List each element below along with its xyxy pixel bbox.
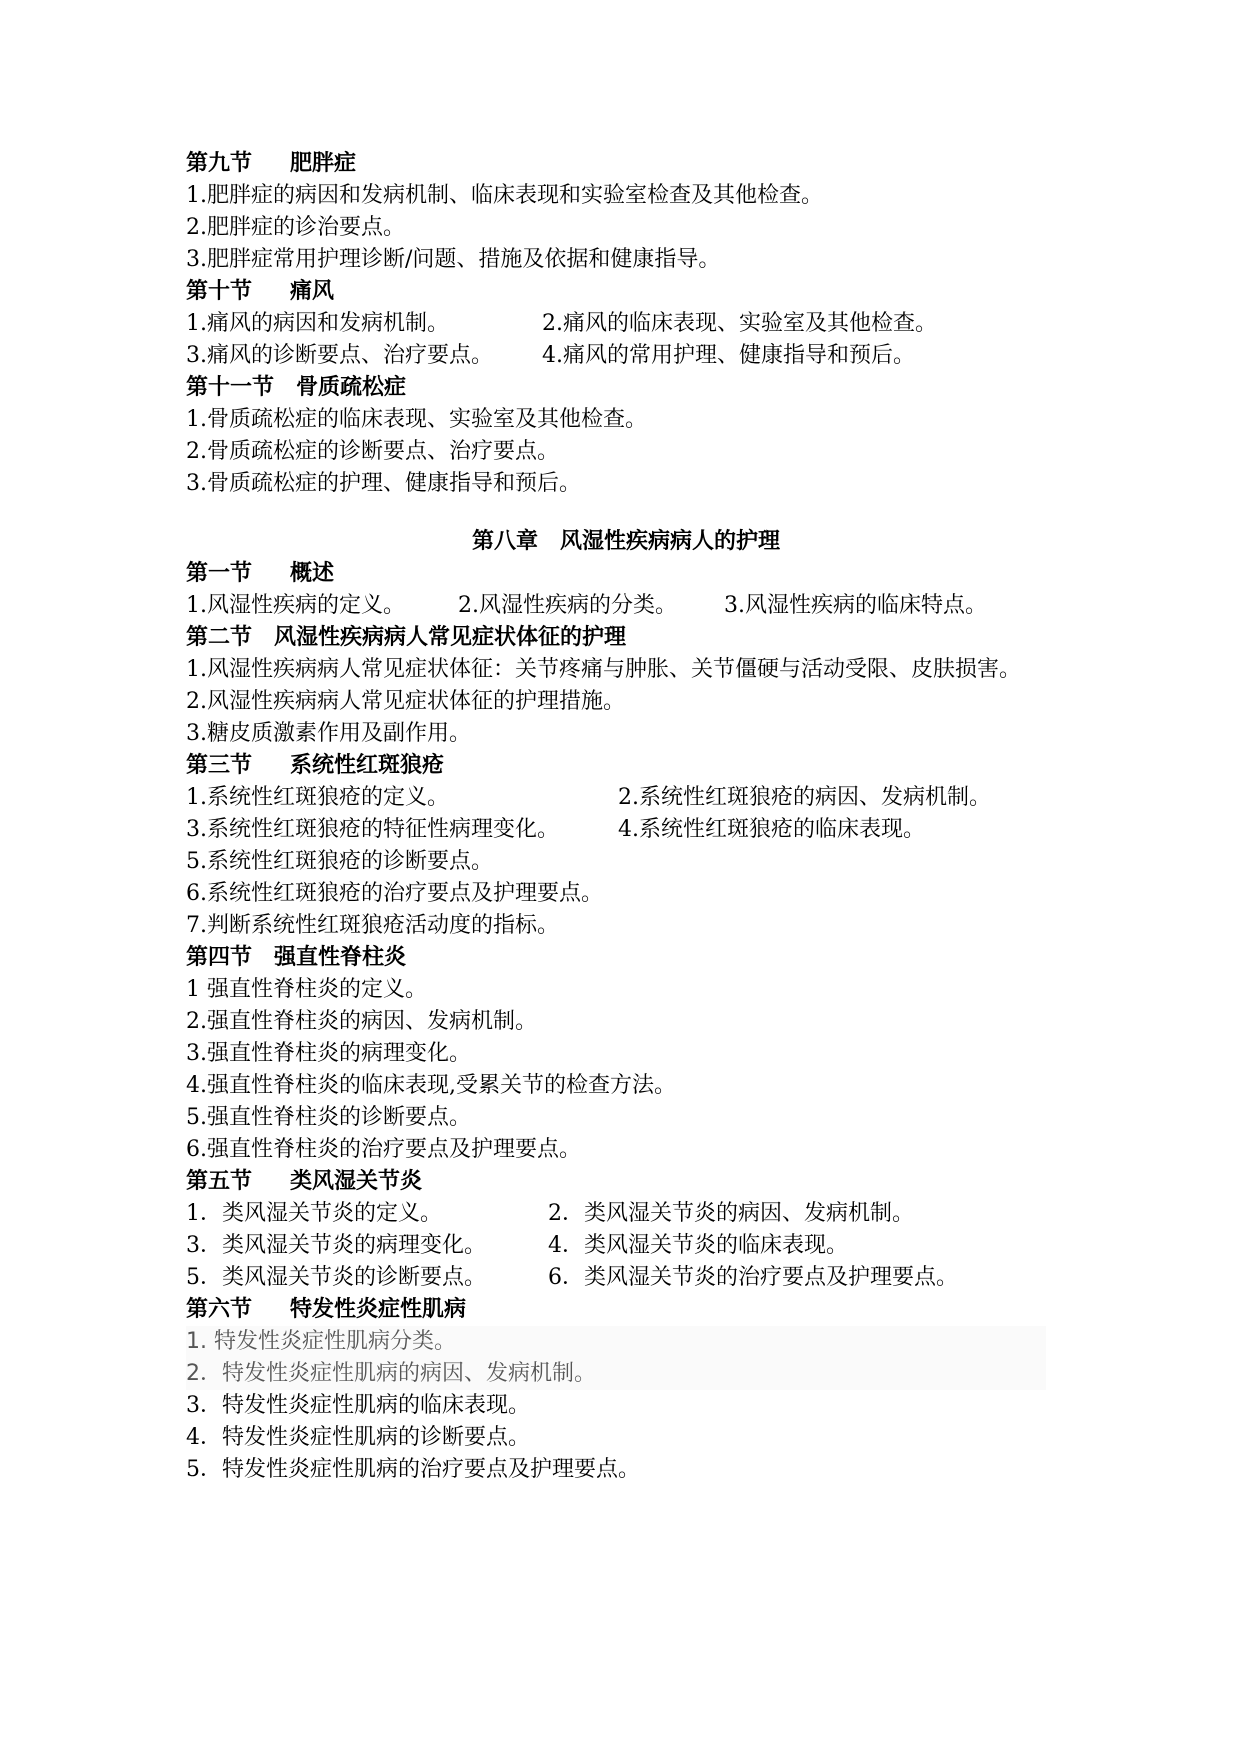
list-item: 7.判断系统性红斑狼疮活动度的指标。	[186, 913, 559, 938]
list-item: 3.强直性脊柱炎的病理变化。	[186, 1041, 471, 1066]
list-item: 3.系统性红斑狼疮的特征性病理变化。	[186, 817, 559, 842]
list-item: 4.系统性红斑狼疮的临床表现。	[618, 817, 925, 842]
document-content	[186, 148, 1066, 1486]
section-title: 特发性炎症性肌病	[290, 1297, 467, 1322]
section-heading-as	[186, 942, 1066, 974]
list-row	[186, 1198, 1066, 1230]
list-item: 1. 特发性炎症性肌病分类。	[186, 1326, 1046, 1358]
section-title: 类风湿关节炎	[290, 1169, 423, 1194]
list-item: 2.痛风的临床表现、实验室及其他检查。	[542, 311, 937, 336]
section-title: 痛风	[290, 279, 335, 304]
section-heading-gout	[186, 276, 1066, 308]
section-title: 肥胖症	[290, 151, 357, 176]
list-item: 2.肥胖症的诊治要点。	[186, 215, 405, 240]
list-item: 1 强直性脊柱炎的定义。	[186, 977, 427, 1002]
section-number: 第三节	[186, 753, 253, 778]
list-row	[186, 308, 1066, 340]
section-heading-sle	[186, 750, 1066, 782]
section-title: 风湿性疾病病人常见症状体征的护理	[274, 625, 627, 650]
section-heading-symptoms	[186, 622, 1066, 654]
section-number: 第六节	[186, 1297, 253, 1322]
list-item: 2.骨质疏松症的诊断要点、治疗要点。	[186, 439, 559, 464]
list-item: 2．特发性炎症性肌病的病因、发病机制。	[186, 1358, 1046, 1390]
list-item: 4.痛风的常用护理、健康指导和预后。	[542, 343, 915, 368]
list-item: 3.骨质疏松症的护理、健康指导和预后。	[186, 471, 581, 496]
list-item: 5．特发性炎症性肌病的治疗要点及护理要点。	[186, 1457, 640, 1482]
section-heading-obesity	[186, 148, 1066, 180]
list-item: 5．类风湿关节炎的诊断要点。	[186, 1265, 486, 1290]
list-item: 3．特发性炎症性肌病的临床表现。	[186, 1393, 530, 1418]
list-row	[186, 590, 1066, 622]
list-item: 1.肥胖症的病因和发病机制、临床表现和实验室检查及其他检查。	[186, 183, 823, 208]
list-item: 2．类风湿关节炎的病因、发病机制。	[548, 1201, 914, 1226]
list-item: 1.骨质疏松症的临床表现、实验室及其他检查。	[186, 407, 647, 432]
list-row	[186, 1230, 1066, 1262]
chapter-title: 第八章 风湿性疾病病人的护理	[471, 529, 780, 554]
section-number: 第四节	[186, 945, 253, 970]
section-number: 第二节	[186, 625, 253, 650]
list-item: 4．类风湿关节炎的临床表现。	[548, 1233, 848, 1258]
section-number: 第十节	[186, 279, 253, 304]
section-heading-ra	[186, 1166, 1066, 1198]
section-heading-myopathy	[186, 1294, 1066, 1326]
section-title: 系统性红斑狼疮	[290, 753, 445, 778]
list-item: 3.糖皮质激素作用及副作用。	[186, 721, 471, 746]
list-item: 1.风湿性疾病的定义。	[186, 593, 405, 618]
list-item: 2.风湿性疾病病人常见症状体征的护理措施。	[186, 689, 625, 714]
list-item: 3．类风湿关节炎的病理变化。	[186, 1233, 486, 1258]
section-number: 第一节	[186, 561, 253, 586]
section-title: 概述	[290, 561, 335, 586]
list-item: 3.肥胖症常用护理诊断/问题、措施及依据和健康指导。	[186, 247, 721, 272]
list-item: 2.风湿性疾病的分类。	[458, 593, 677, 618]
list-item: 2.系统性红斑狼疮的病因、发病机制。	[618, 785, 991, 810]
list-item: 1.风湿性疾病病人常见症状体征：关节疼痛与肿胀、关节僵硬与活动受限、皮肤损害。	[186, 657, 1021, 682]
section-heading-overview	[186, 558, 1066, 590]
list-item: 6.系统性红斑狼疮的治疗要点及护理要点。	[186, 881, 603, 906]
list-row	[186, 340, 1066, 372]
list-item: 4．特发性炎症性肌病的诊断要点。	[186, 1425, 530, 1450]
list-item: 5.系统性红斑狼疮的诊断要点。	[186, 849, 493, 874]
section-heading-osteoporosis	[186, 372, 1066, 404]
list-item: 6.强直性脊柱炎的治疗要点及护理要点。	[186, 1137, 581, 1162]
section-title: 骨质疏松症	[296, 375, 407, 400]
list-item: 1.痛风的病因和发病机制。	[186, 311, 449, 336]
list-row	[186, 1262, 1066, 1294]
list-item: 3.风湿性疾病的临床特点。	[724, 593, 987, 618]
list-item: 1．类风湿关节炎的定义。	[186, 1201, 442, 1226]
list-row	[186, 782, 1066, 814]
list-row	[186, 814, 1066, 846]
section-title: 强直性脊柱炎	[274, 945, 407, 970]
section-number: 第十一节	[186, 375, 275, 400]
list-item: 3.痛风的诊断要点、治疗要点。	[186, 343, 493, 368]
section-number: 第五节	[186, 1169, 253, 1194]
list-item: 5.强直性脊柱炎的诊断要点。	[186, 1105, 471, 1130]
list-item: 4.强直性脊柱炎的临床表现,受累关节的检查方法。	[186, 1073, 676, 1098]
section-number: 第九节	[186, 151, 253, 176]
list-item: 6．类风湿关节炎的治疗要点及护理要点。	[548, 1265, 958, 1290]
list-item: 1.系统性红斑狼疮的定义。	[186, 785, 449, 810]
list-item: 2.强直性脊柱炎的病因、发病机制。	[186, 1009, 537, 1034]
